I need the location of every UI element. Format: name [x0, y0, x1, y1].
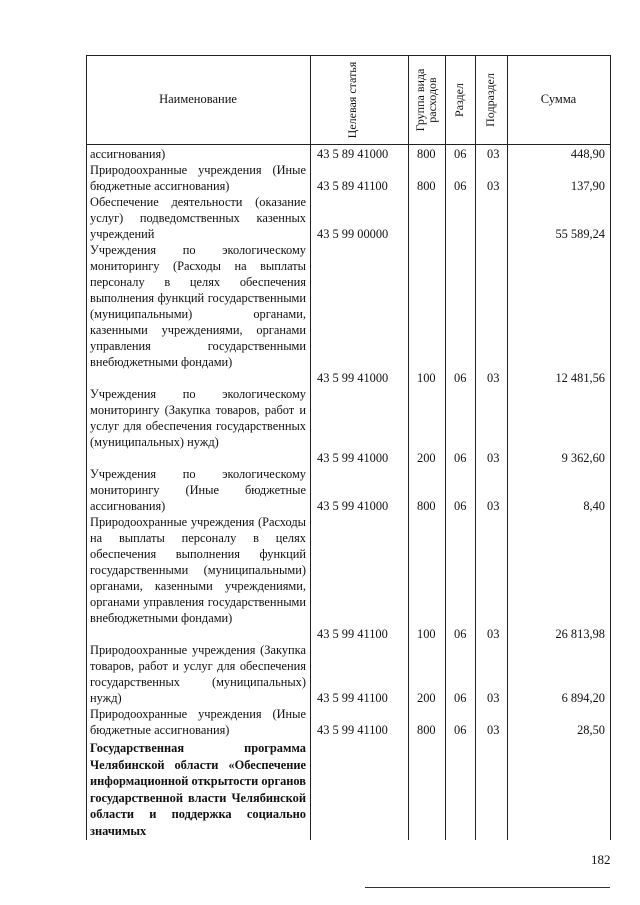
row-code: 43 5 99 00000: [317, 227, 389, 241]
row-group: 200: [417, 451, 436, 465]
row-section: 06: [454, 179, 467, 193]
row-section: 06: [454, 371, 467, 385]
program-heading: Государственная программа Челябинской области «Обеспечение информационной открытости органов государственной власти Челябинской области и поддержка социально значимых: [90, 741, 306, 838]
row-sum: 137,90: [570, 179, 605, 193]
row-subsection: 03: [487, 147, 500, 161]
col-border-group: [445, 55, 446, 840]
header-name: Наименование: [159, 92, 237, 106]
row-sum: 28,50: [577, 723, 605, 737]
col-border-code: [408, 55, 409, 840]
row-code: 43 5 99 41000: [317, 499, 389, 513]
col-border-sub: [507, 55, 508, 840]
page-number: 182: [591, 852, 611, 867]
row-code: 43 5 99 41000: [317, 371, 389, 385]
col-border-right: [610, 55, 611, 840]
footer-rule: [365, 887, 610, 888]
row-group: 800: [417, 723, 436, 737]
header-section: Раздел: [452, 83, 466, 117]
row-group: 100: [417, 627, 436, 641]
row-subsection: 03: [487, 451, 500, 465]
row-code: 43 5 89 41000: [317, 147, 389, 161]
row-name: Учреждения по экологическому мониторингу (Закупка товаров, работ и услуг для обеспечения государственных (муниципальных) нужд): [90, 387, 306, 449]
row-group: 200: [417, 691, 436, 705]
row-section: 06: [454, 723, 467, 737]
row-subsection: 03: [487, 371, 500, 385]
row-section: 06: [454, 499, 467, 513]
row-group: 800: [417, 147, 436, 161]
row-code: 43 5 99 41100: [317, 627, 388, 641]
row-name: Природоохранные учреждения (Иные бюджетные ассигнования): [90, 707, 306, 737]
row-sum: 12 481,56: [555, 371, 605, 385]
row-subsection: 03: [487, 499, 500, 513]
row-section: 06: [454, 627, 467, 641]
row-sum: 9 362,60: [561, 451, 605, 465]
row-section: 06: [454, 451, 467, 465]
row-name: Природоохранные учреждения (Иные бюджетные ассигнования): [90, 163, 306, 193]
row-name: Природоохранные учреждения (Закупка товаров, работ и услуг для обеспечения государственных (муниципальных) нужд): [90, 643, 306, 705]
row-group: 100: [417, 371, 436, 385]
col-border-left: [86, 55, 87, 840]
row-sum: 26 813,98: [555, 627, 605, 641]
row-sum: 6 894,20: [561, 691, 605, 705]
row-name: Учреждения по экологическому мониторингу (Иные бюджетные ассигнования): [90, 467, 306, 513]
row-section: 06: [454, 691, 467, 705]
row-code: 43 5 99 41100: [317, 723, 388, 737]
row-name: ассигнования): [90, 147, 166, 161]
row-code: 43 5 89 41100: [317, 179, 388, 193]
col-border-section: [475, 55, 476, 840]
row-code: 43 5 99 41100: [317, 691, 388, 705]
row-sum: 448,90: [570, 147, 605, 161]
row-group: 800: [417, 179, 436, 193]
header-code: Целевая статья: [345, 61, 359, 139]
header-subsection: Подраздел: [483, 73, 497, 127]
row-sum: 55 589,24: [555, 227, 605, 241]
row-subsection: 03: [487, 723, 500, 737]
row-group: 800: [417, 499, 436, 513]
col-border-name: [310, 55, 311, 840]
row-code: 43 5 99 41000: [317, 451, 389, 465]
row-section: 06: [454, 147, 467, 161]
row-name: Природоохранные учреждения (Расходы на выплаты персоналу в целях обеспечения выполнения функций государственными (муниципальными) органами, казенными учреждениями, органами управления государственными внебюджетными фондами): [90, 515, 306, 625]
row-subsection: 03: [487, 691, 500, 705]
header-sum: Сумма: [540, 92, 577, 106]
row-sum: 8,40: [583, 499, 605, 513]
row-name: Обеспечение деятельности (оказание услуг) подведомственных казенных учреждений: [90, 195, 306, 241]
row-subsection: 03: [487, 627, 500, 641]
row-name: Учреждения по экологическому мониторингу (Расходы на выплаты персоналу в целях обеспечения выполнения функций государственными (муниципальными) органами, казенными учреждениями, органами управления государственными внебюджетными фондами): [90, 243, 306, 369]
row-subsection: 03: [487, 179, 500, 193]
header-group: Группа вида расходов: [413, 68, 439, 132]
